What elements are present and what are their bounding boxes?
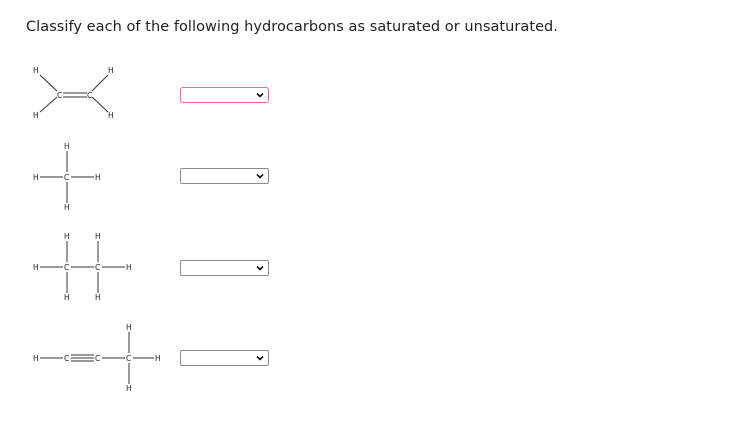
atom-c: C [64, 263, 70, 272]
atom-h: H [95, 173, 101, 182]
atom-h: H [95, 232, 101, 241]
atom-c: C [126, 354, 132, 363]
atom-h: H [33, 354, 39, 363]
question-prompt: Classify each of the following hydrocarbons as saturated or unsaturated. [26, 19, 558, 35]
atom-h: H [126, 323, 132, 332]
atom-h: H [64, 293, 70, 302]
atom-h: H [33, 173, 39, 182]
atom-c: C [57, 91, 63, 100]
atom-h: H [33, 111, 39, 120]
atom-c: C [64, 173, 70, 182]
chevron-down-icon [256, 91, 264, 99]
classification-select-2[interactable] [180, 168, 269, 184]
atom-h: H [64, 232, 70, 241]
atom-h: H [155, 354, 161, 363]
chevron-down-icon [256, 264, 264, 272]
atom-h: H [108, 66, 114, 75]
atom-h: H [126, 384, 132, 393]
atom-h: H [64, 142, 70, 151]
atom-c: C [95, 263, 101, 272]
atom-c: C [95, 354, 101, 363]
classification-select-3[interactable] [180, 260, 269, 276]
chevron-down-icon [256, 354, 264, 362]
atom-h: H [33, 263, 39, 272]
atom-h: H [64, 203, 70, 212]
classification-select-1[interactable] [180, 87, 269, 103]
atom-c: C [87, 91, 93, 100]
atom-h: H [108, 111, 114, 120]
atom-h: H [33, 66, 39, 75]
atom-h: H [126, 263, 132, 272]
atom-h: H [95, 293, 101, 302]
atom-c: C [64, 354, 70, 363]
classification-select-4[interactable] [180, 350, 269, 366]
chevron-down-icon [256, 172, 264, 180]
